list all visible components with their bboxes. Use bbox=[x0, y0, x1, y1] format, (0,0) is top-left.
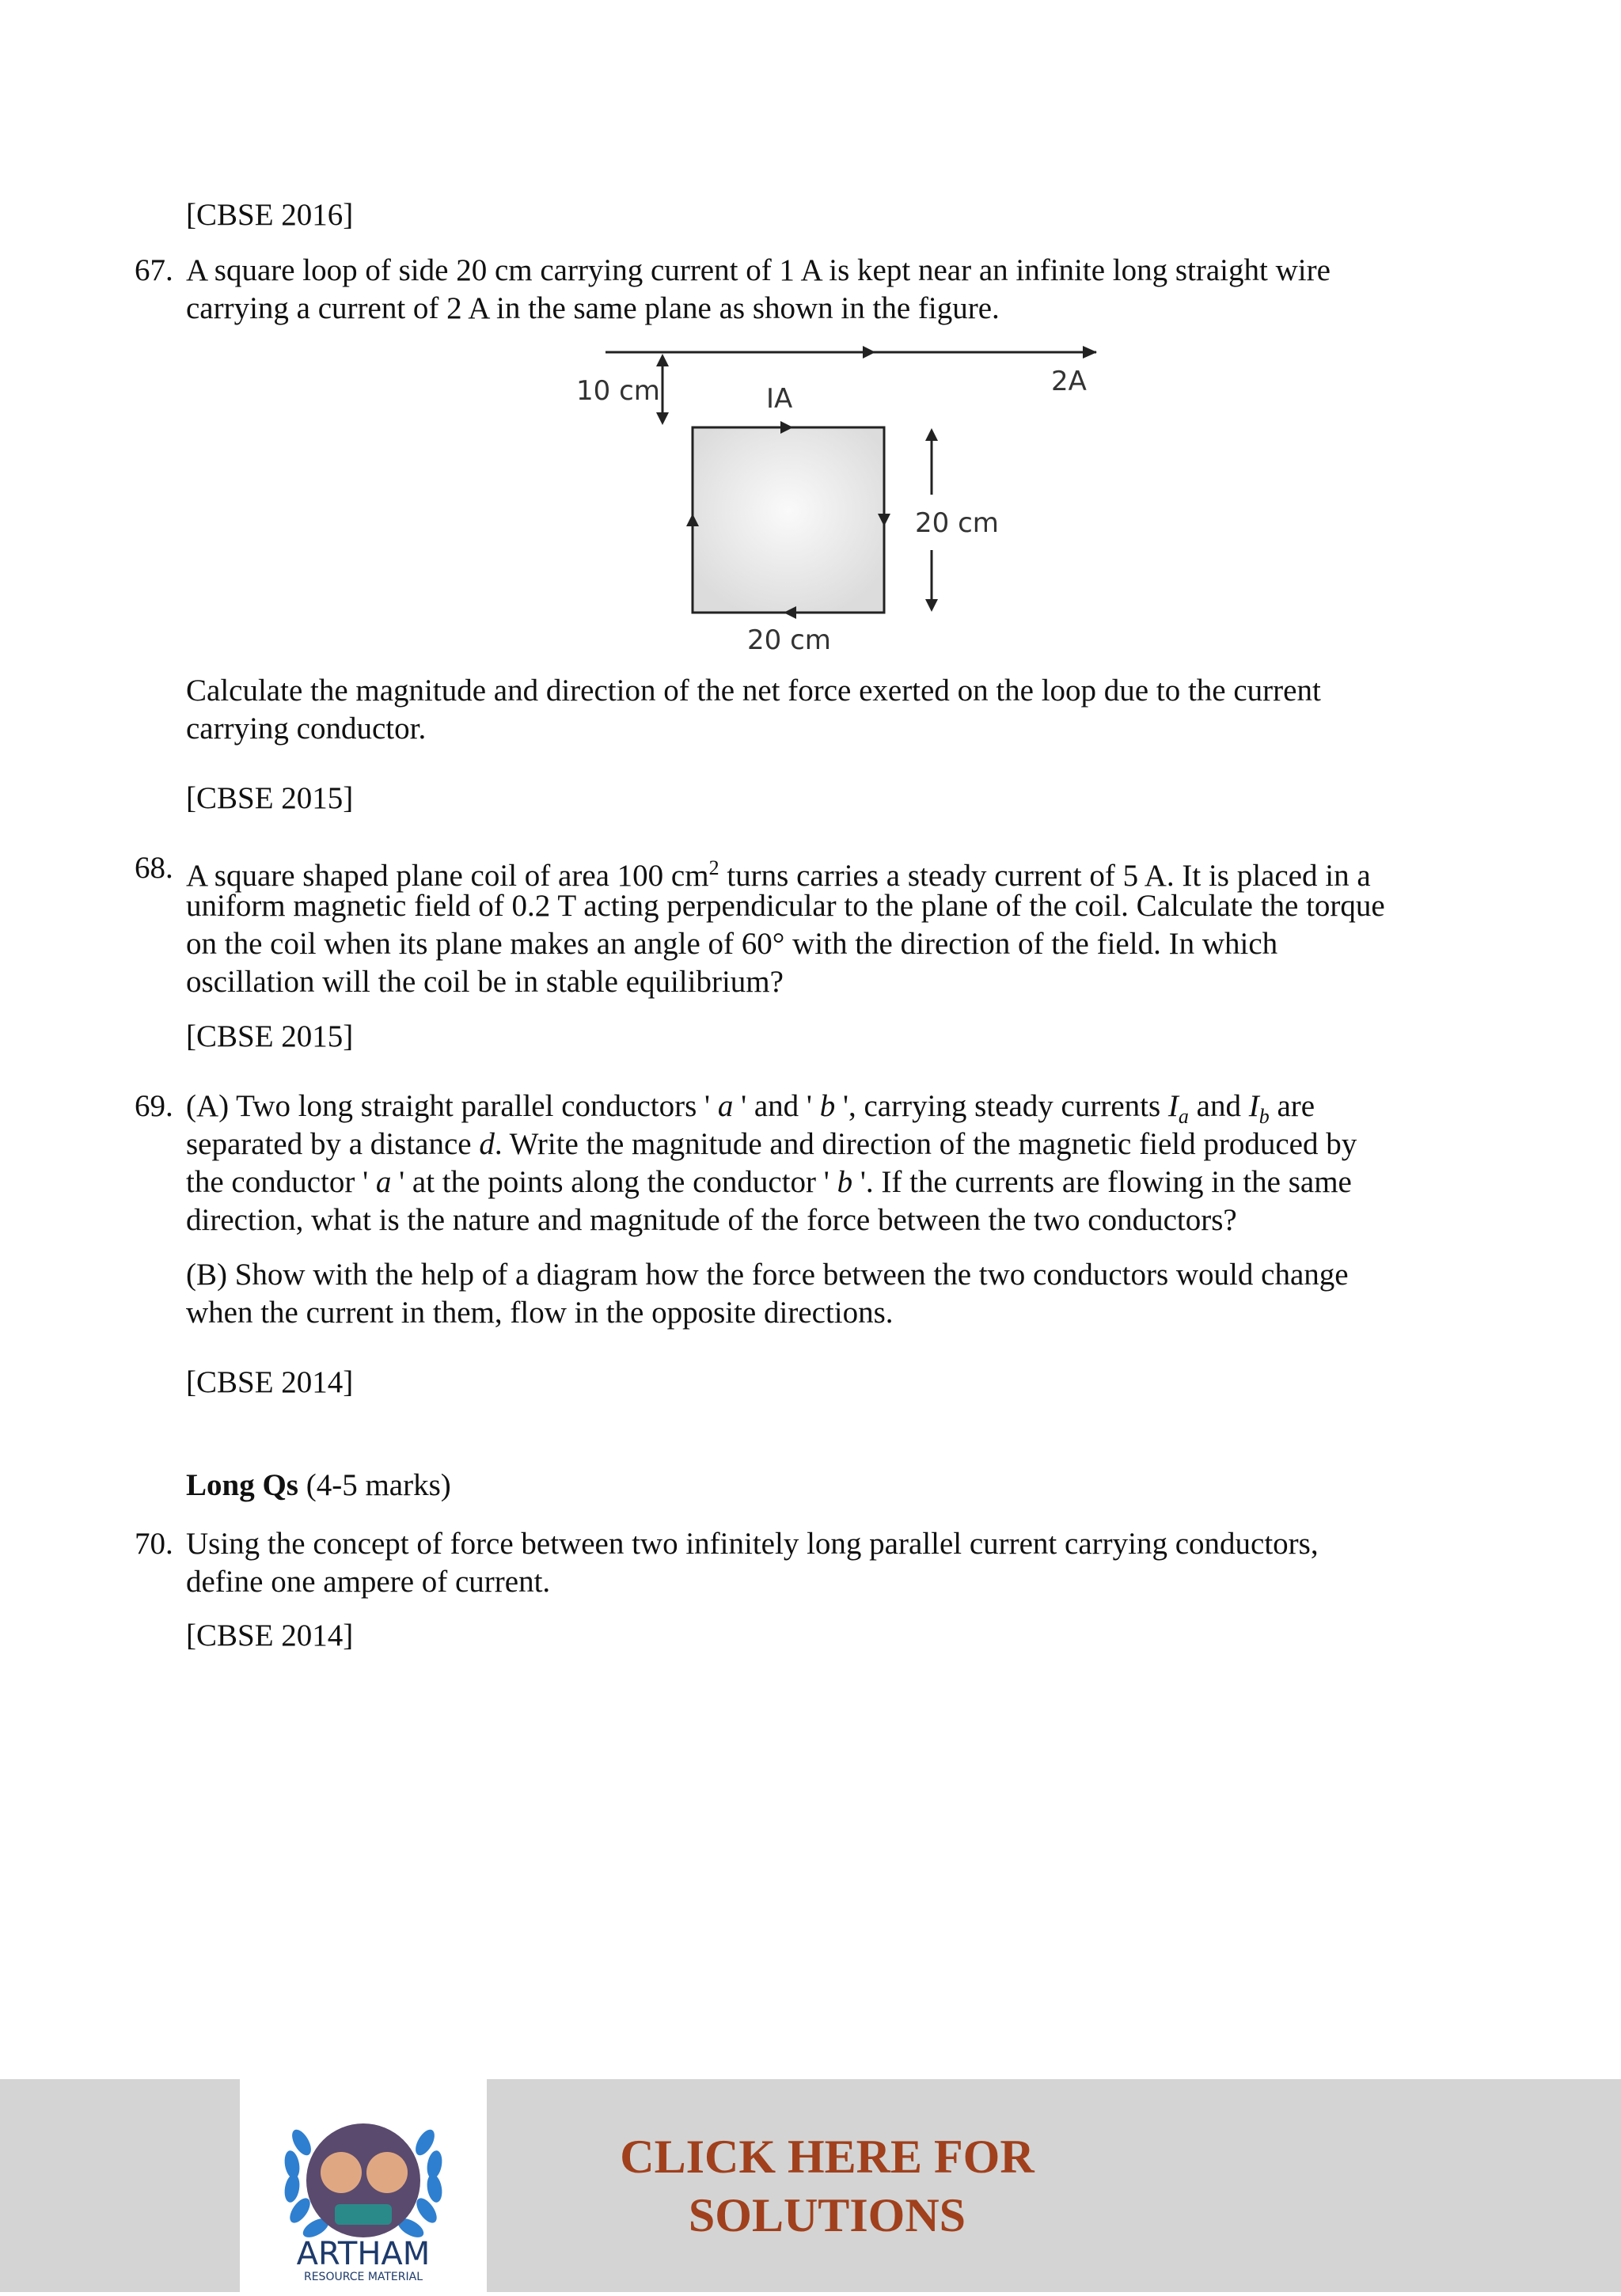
solutions-link-button[interactable] bbox=[487, 2079, 1167, 2292]
question-text: Using the concept of force between two infinitely long parallel current carrying conductors, bbox=[186, 1527, 1319, 1561]
question-text: carrying a current of 2 A in the same plane as shown in the figure. bbox=[186, 291, 1000, 325]
question-text: define one ampere of current. bbox=[186, 1565, 551, 1599]
cta-line: SOLUTIONS bbox=[688, 2188, 966, 2241]
question-text: oscillation will the coil be in stable equilibrium? bbox=[186, 965, 784, 999]
logo-subtitle: RESOURCE MATERIAL bbox=[303, 2271, 423, 2283]
question-text: separated by a distance d. Write the magnitude and direction of the magnetic field produced by bbox=[186, 1127, 1357, 1161]
loop-current-label: IA bbox=[766, 383, 793, 415]
question-text: (A) Two long straight parallel conductors ' a ' and ' b ', carrying steady currents $I_a$ and $I_b$ are bbox=[186, 1089, 1315, 1128]
wire-arrow-icon bbox=[863, 346, 875, 359]
up-arrow-icon bbox=[656, 354, 669, 366]
question-number: 68. bbox=[135, 851, 173, 885]
question-number: 70. bbox=[135, 1527, 173, 1561]
artham-logo[interactable] bbox=[240, 2079, 487, 2292]
question-text: the conductor ' a ' at the points along the conductor ' b '. If the currents are flowing in the same bbox=[186, 1165, 1352, 1199]
footer-banner bbox=[0, 2079, 1621, 2292]
logo-name: ARTHAM bbox=[296, 2236, 431, 2272]
question-text: Calculate the magnitude and direction of the net force exerted on the loop due to the current bbox=[186, 674, 1321, 708]
question-text: (B) Show with the help of a diagram how the force between the two conductors would change bbox=[186, 1258, 1349, 1292]
question-text: when the current in them, flow in the opposite directions. bbox=[186, 1296, 894, 1330]
up-arrow-icon bbox=[925, 428, 938, 441]
square-loop bbox=[693, 427, 884, 613]
question-text: direction, what is the nature and magnitude of the force between the two conductors? bbox=[186, 1203, 1237, 1237]
cta-line: CLICK HERE FOR bbox=[620, 2130, 1034, 2183]
loop-wire-figure bbox=[554, 336, 1108, 669]
wire-current-label: 2A bbox=[1051, 366, 1087, 397]
question-number: 67. bbox=[135, 253, 173, 287]
question-text: on the coil when its plane makes an angle of 60° with the direction of the field. In which bbox=[186, 927, 1278, 961]
source-tag: [CBSE 2016] bbox=[186, 198, 354, 232]
wire-arrow-icon bbox=[1083, 346, 1097, 359]
down-arrow-icon bbox=[656, 412, 669, 425]
source-tag: [CBSE 2015] bbox=[186, 781, 354, 815]
source-tag: [CBSE 2015] bbox=[186, 1019, 354, 1053]
question-text: A square shaped plane coil of area 100 $cm^2$ turns carries a steady current of 5 A. It is placed in a bbox=[186, 856, 1371, 893]
question-text: uniform magnetic field of 0.2 T acting perpendicular to the plane of the coil. Calculate the torque bbox=[186, 889, 1385, 923]
source-tag: [CBSE 2014] bbox=[186, 1619, 354, 1653]
gap-label: 10 cm bbox=[576, 375, 660, 407]
side-length-label: 20 cm bbox=[915, 507, 999, 539]
down-arrow-icon bbox=[925, 599, 938, 612]
question-text: carrying conductor. bbox=[186, 712, 427, 746]
question-number: 69. bbox=[135, 1089, 173, 1123]
side-length-label: 20 cm bbox=[747, 624, 831, 656]
laurel-logo-icon bbox=[240, 2079, 487, 2292]
question-text: A square loop of side 20 cm carrying current of 1 A is kept near an infinite long straight wire bbox=[186, 253, 1331, 287]
source-tag: [CBSE 2014] bbox=[186, 1365, 354, 1399]
section-heading: Long Qs (4-5 marks) bbox=[186, 1468, 451, 1502]
